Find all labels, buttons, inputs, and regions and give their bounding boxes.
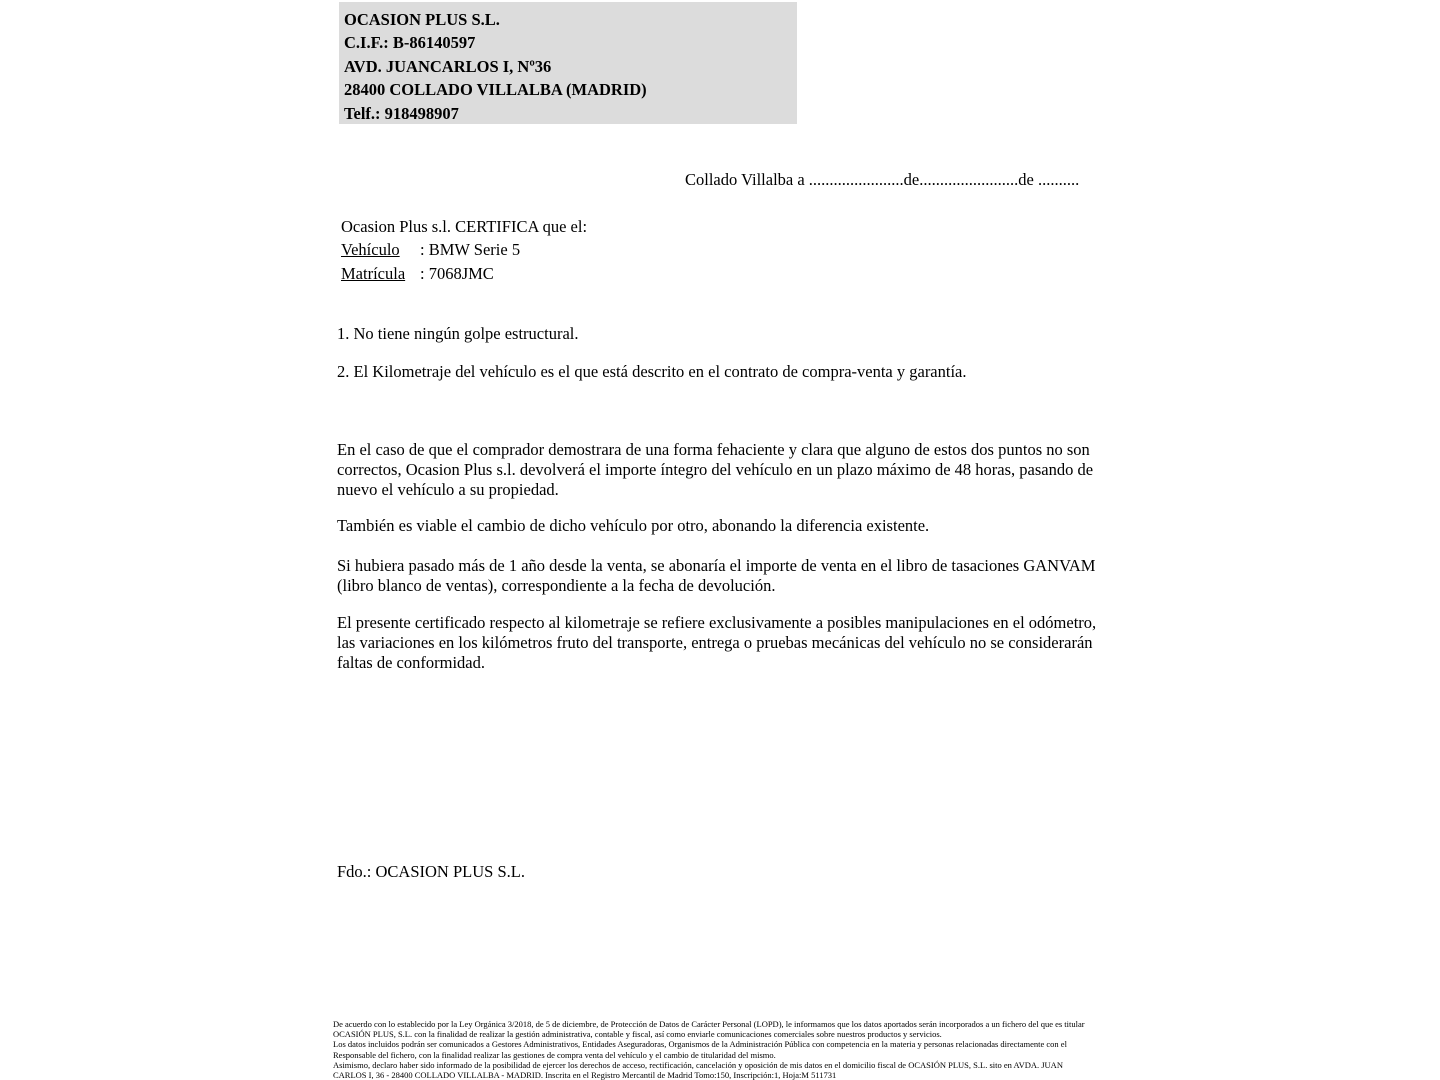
company-address: AVD. JUANCARLOS I, Nº36 xyxy=(344,56,552,76)
company-name: OCASION PLUS S.L. xyxy=(344,10,500,29)
company-city: 28400 COLLADO VILLALBA (MADRID) xyxy=(344,80,647,100)
certified-point-1: 1. No tiene ningún golpe estructural. xyxy=(337,324,579,343)
plate-field xyxy=(341,262,587,285)
certification-block xyxy=(341,215,587,285)
plate-value: : 7068JMC xyxy=(420,263,494,283)
legal-footer-line: CARLOS I, 36 - 28400 COLLADO VILLALBA - MADRID. Inscrita en el Registro Mercantil de Madrid Tomo:150, Inscripción:1, Hoja:M 511731 xyxy=(333,1070,837,1080)
certified-point-2: 2. El Kilometraje del vehículo es el que está descrito en el contrato de compra-venta y garantía. xyxy=(337,362,967,381)
date-line: Collado Villalba a .......................de........................de .......... xyxy=(685,170,1080,189)
paragraph-odometer-disclaimer: El presente certificado respecto al kilometraje se refiere exclusivamente a posibles manipulaciones en el odómetro, las variaciones en los kilómetros fruto del transporte, entrega o pruebas mecánicas del vehículo no se considerarán faltas de conformidad. xyxy=(337,613,1097,672)
company-phone: Telf.: 918498907 xyxy=(344,103,459,123)
paragraph-exchange-option: También es viable el cambio de dicho vehículo por otro, abonando la diferencia existente. xyxy=(337,516,930,535)
company-cif: C.I.F.: B-86140597 xyxy=(344,33,476,53)
vehicle-value: : BMW Serie 5 xyxy=(420,240,521,260)
vehicle-field xyxy=(341,238,587,261)
paragraph-ganvam-valuation: Si hubiera pasado más de 1 año desde la venta, se abonaría el importe de venta en el libro de tasaciones GANVAM (libro blanco de ventas), correspondiente a la fecha de devolución. xyxy=(337,556,1096,595)
legal-footer-line: De acuerdo con lo establecido por la Ley Orgánica 3/2018, de 5 de diciembre, de Protección de Datos de Carácter Personal (LOPD), le informamos que los datos aportados serán incorporados a un fichero del que es titular xyxy=(333,1019,1085,1029)
signature-line: Fdo.: OCASION PLUS S.L. xyxy=(337,862,525,881)
legal-footer-line: OCASIÓN PLUS, S.L. con la finalidad de realizar la gestión administrativa, contable y fiscal, así como enviarle comunicaciones comerciales sobre nuestros productos y servicios. xyxy=(333,1029,942,1040)
plate-label: Matrícula xyxy=(341,263,406,283)
company-header-box xyxy=(339,2,797,124)
vehicle-label: Vehículo xyxy=(341,240,400,260)
legal-footer-line: Responsable del fichero, con la finalidad realizar las gestiones de compra venta del vehículo y el cambio de titularidad del mismo. xyxy=(333,1049,776,1060)
legal-footer xyxy=(333,1019,1123,1080)
paragraph-refund-terms: En el caso de que el comprador demostrara de una forma fehaciente y clara que alguno de estos dos puntos no son correctos, Ocasion Plus s.l. devolverá el importe íntegro del vehículo en un plazo máximo de 48 horas, pasando de nuevo el vehículo a su propiedad. xyxy=(337,440,1094,499)
legal-footer-line: Asimismo, declaro haber sido informado de la posibilidad de ejercer los derechos de acceso, rectificación, cancelación y oposición de mis datos en el domicilio fiscal de OCASIÓN PLUS, S.L. sito en AVDA. JUAN xyxy=(333,1059,1063,1070)
certification-intro: Ocasion Plus s.l. CERTIFICA que el: xyxy=(341,217,588,236)
legal-footer-line: Los datos incluidos podrán ser comunicados a Gestores Administrativos, Entidades Aseguradoras, Organismos de la Administración Pública con competencia en la materia y personas relacionadas directamente con el xyxy=(333,1039,1067,1050)
